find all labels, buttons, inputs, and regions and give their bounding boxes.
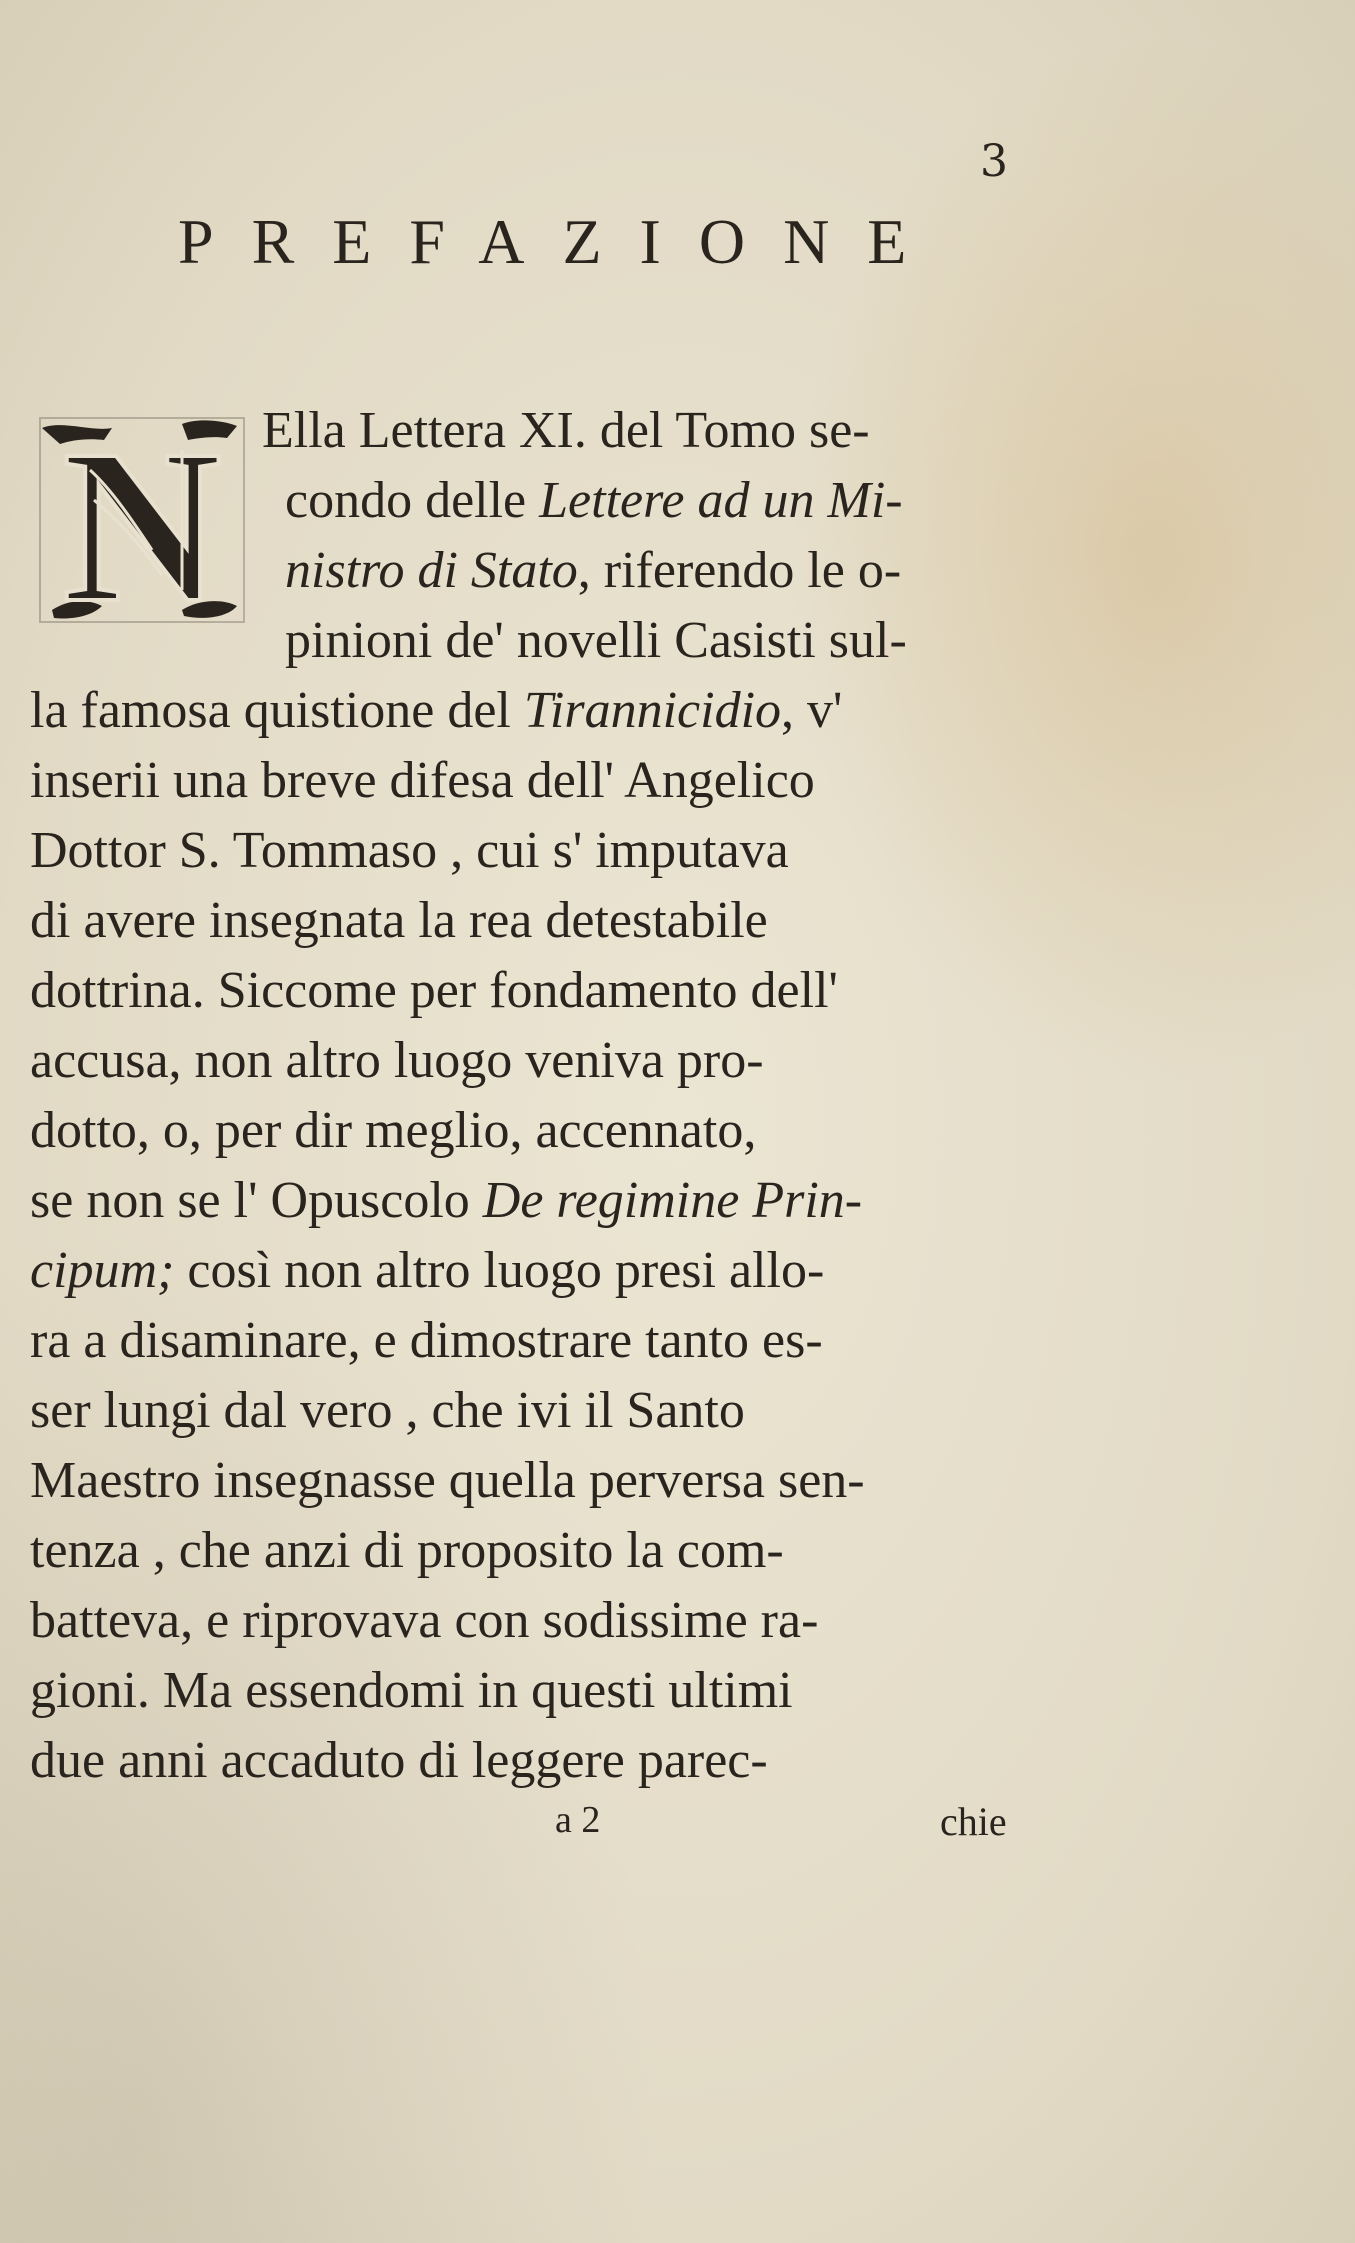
text-line-12: se non se l' Opuscolo De regimine Prin- [30, 1172, 863, 1229]
text-line-3: nistro di Stato, riferendo le o- [285, 542, 902, 599]
text-line-18: batteva, e riprovava con sodissime ra- [30, 1592, 819, 1649]
text-line-15: ser lungi dal vero , che ivi il Santo [30, 1382, 745, 1439]
catchword: chie [940, 1799, 1007, 1844]
text-line-11: dotto, o, per dir meglio, accennato, [30, 1102, 757, 1159]
text-line-14: ra a disaminare, e dimostrare tanto es- [30, 1312, 823, 1369]
drop-cap-n [32, 410, 252, 630]
text-line-8: di avere insegnata la rea detestabile [30, 892, 768, 949]
text-line-4: pinioni de' novelli Casisti sul- [285, 612, 907, 669]
text-line-10: accusa, non altro luogo veniva pro- [30, 1032, 764, 1089]
text-line-5: la famosa quistione del Tirannicidio, v' [30, 682, 843, 739]
signature-mark: a 2 [555, 1799, 601, 1841]
text-line-1: Ella Lettera XI. del Tomo se- [262, 402, 870, 459]
drop-cap-letter: N [62, 410, 222, 630]
text-line-2: condo delle Lettere ad un Mi- [285, 472, 903, 529]
text-line-6: inserii una breve difesa dell' Angelico [30, 752, 815, 809]
text-line-16: Maestro insegnasse quella perversa sen- [30, 1452, 865, 1509]
text-line-9: dottrina. Siccome per fondamento dell' [30, 962, 838, 1019]
page-number: 3 [980, 136, 1008, 187]
text-line-13: cipum; così non altro luogo presi allo- [30, 1242, 825, 1299]
page-heading: PREFAZIONE [178, 206, 945, 277]
text-line-7: Dottor S. Tommaso , cui s' imputava [30, 822, 789, 879]
text-line-20: due anni accaduto di leggere parec- [30, 1732, 768, 1789]
text-line-17: tenza , che anzi di proposito la com- [30, 1522, 784, 1579]
text-line-19: gioni. Ma essendomi in questi ultimi [30, 1662, 793, 1719]
